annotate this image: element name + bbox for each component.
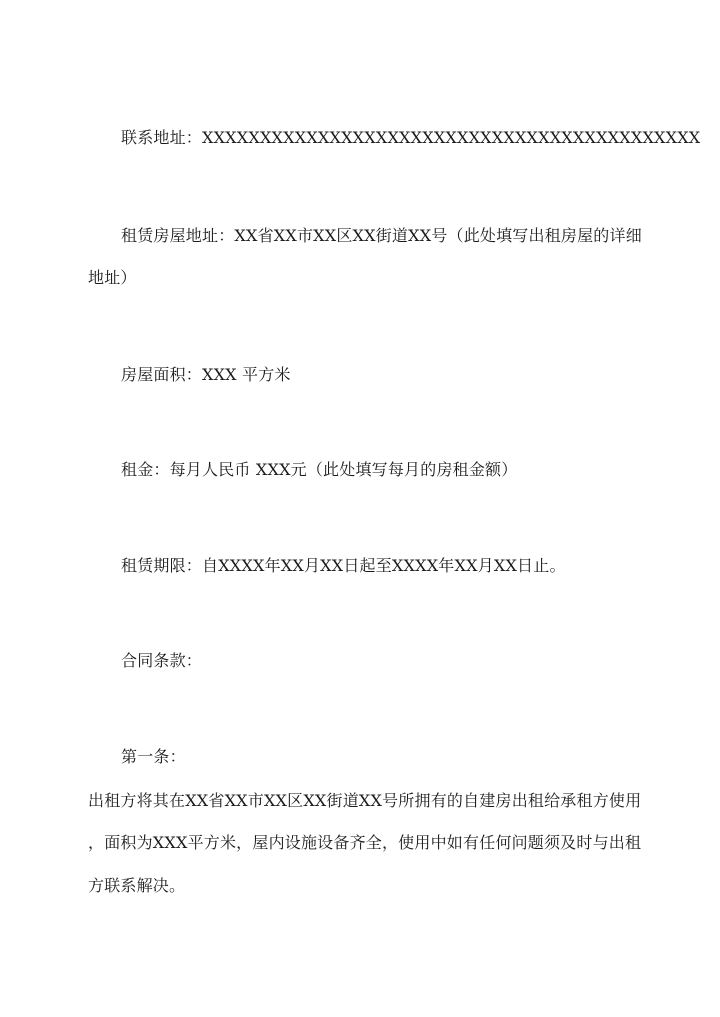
rental-address-line-continued: 地址） xyxy=(88,268,137,287)
article-1-line-3: 方联系解决。 xyxy=(88,876,186,895)
rent-line: 租金：每月人民币 XXX元（此处填写每月的房租金额） xyxy=(121,460,518,479)
article-1-line-1: 出租方将其在XX省XX市XX区XX街道XX号所拥有的自建房出租给承租方使用 xyxy=(88,791,642,810)
term-line: 租赁期限：自XXXX年XX月XX日起至XXXX年XX月XX日止。 xyxy=(121,556,566,575)
clauses-heading: 合同条款： xyxy=(121,651,203,670)
article-1-heading: 第一条： xyxy=(121,747,186,766)
rental-address-line: 租赁房屋地址：XX省XX市XX区XX街道XX号（此处填写出租房屋的详细 xyxy=(121,226,642,245)
area-line: 房屋面积：XXX 平方米 xyxy=(121,365,291,384)
article-1-line-2: ，面积为XXX平方米，屋内设施设备齐全，使用中如有任何问题须及时与出租 xyxy=(88,833,642,852)
contact-address-line: 联系地址：XXXXXXXXXXXXXXXXXXXXXXXXXXXXXXXXXXXXXXXXXXX xyxy=(121,128,701,147)
